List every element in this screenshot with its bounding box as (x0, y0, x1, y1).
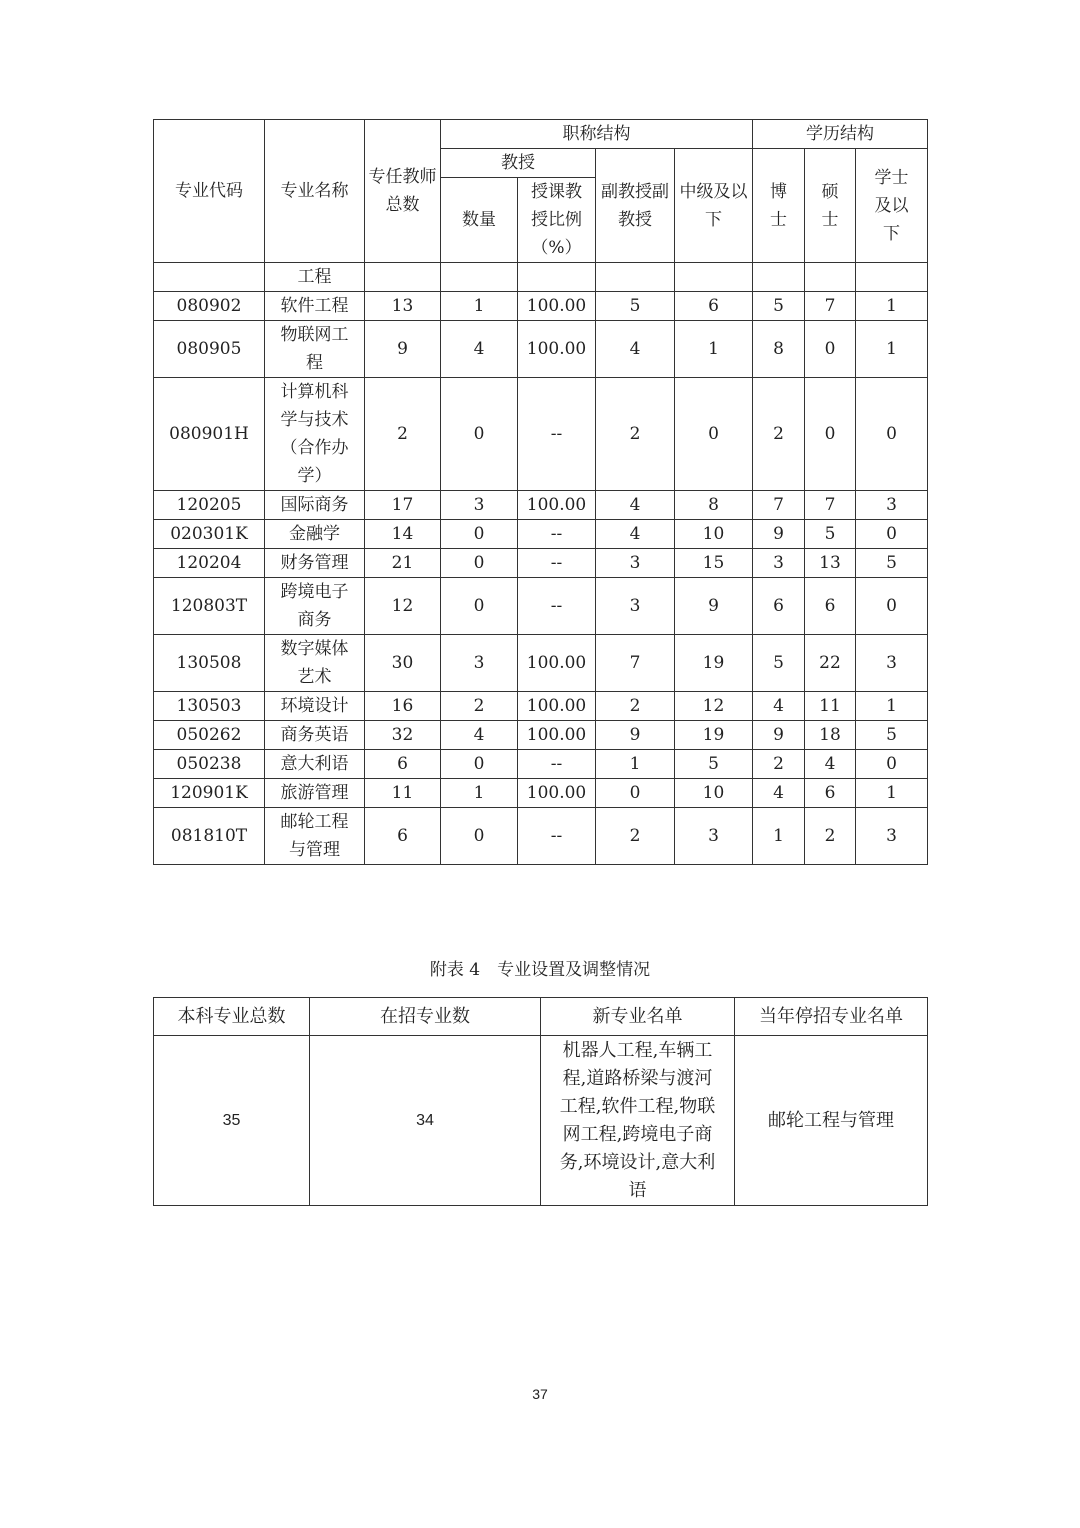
value-new-list: 机器人工程,车辆工程,道路桥梁与渡河工程,软件工程,物联网工程,跨境电子商务,环境设计,意大利语 (541, 1036, 735, 1206)
cell-mid: 5 (675, 750, 753, 779)
cell-ratio: -- (518, 750, 596, 779)
header-professor: 教授 (441, 149, 596, 178)
header-title-structure: 职称结构 (441, 120, 753, 149)
cell-mid: 19 (675, 635, 753, 692)
cell-assoc: 2 (596, 378, 675, 491)
cell-assoc: 3 (596, 578, 675, 635)
cell-bachelor: 1 (856, 321, 928, 378)
cell-code: 080901H (154, 378, 265, 491)
cell-phd: 9 (753, 721, 805, 750)
cell-mid: 6 (675, 292, 753, 321)
cell-bachelor: 3 (856, 491, 928, 520)
cell-code: 120205 (154, 491, 265, 520)
cell-master (805, 263, 856, 292)
major-settings-table (153, 997, 928, 1206)
cell-phd: 5 (753, 635, 805, 692)
cell-bachelor: 1 (856, 292, 928, 321)
cell-total: 6 (365, 808, 441, 865)
cell-count: 1 (441, 779, 518, 808)
cell-assoc: 9 (596, 721, 675, 750)
cell-bachelor: 3 (856, 635, 928, 692)
cell-master: 0 (805, 321, 856, 378)
cell-bachelor (856, 263, 928, 292)
header-bachelor: 学士及以下 (856, 149, 928, 263)
cell-assoc: 2 (596, 692, 675, 721)
table-row (154, 750, 928, 779)
continuation-row (154, 263, 928, 292)
cell-name: 数字媒体艺术 (265, 635, 365, 692)
header-count: 数量 (441, 178, 518, 263)
cell-phd: 7 (753, 491, 805, 520)
cell-name: 金融学 (265, 520, 365, 549)
cell-count: 3 (441, 635, 518, 692)
cell-assoc: 0 (596, 779, 675, 808)
cell-count: 0 (441, 378, 518, 491)
cell-code: 120204 (154, 549, 265, 578)
cell-count: 0 (441, 520, 518, 549)
cell-mid: 10 (675, 520, 753, 549)
cell-ratio: 100.00 (518, 321, 596, 378)
cell-bachelor: 0 (856, 378, 928, 491)
cell-master: 5 (805, 520, 856, 549)
cell-count: 0 (441, 549, 518, 578)
cell-code: 120901K (154, 779, 265, 808)
cell-phd: 2 (753, 750, 805, 779)
cell-master: 6 (805, 779, 856, 808)
table-row (154, 520, 928, 549)
cell-bachelor: 1 (856, 692, 928, 721)
cell-total: 9 (365, 321, 441, 378)
cell-bachelor: 5 (856, 721, 928, 750)
cell-total: 21 (365, 549, 441, 578)
cell-code: 050238 (154, 750, 265, 779)
cell-assoc: 4 (596, 491, 675, 520)
table-row (154, 635, 928, 692)
cell-master: 4 (805, 750, 856, 779)
cell-ratio: -- (518, 578, 596, 635)
cell-assoc: 5 (596, 292, 675, 321)
cell-name: 财务管理 (265, 549, 365, 578)
table-caption: 附表 4 专业设置及调整情况 (429, 960, 651, 980)
cell-phd (753, 263, 805, 292)
cell-name: 软件工程 (265, 292, 365, 321)
cell-bachelor: 0 (856, 520, 928, 549)
cell-count (441, 263, 518, 292)
cell-code: 080902 (154, 292, 265, 321)
cell-total (365, 263, 441, 292)
cell-phd: 6 (753, 578, 805, 635)
cell-code: 020301K (154, 520, 265, 549)
cell-total: 32 (365, 721, 441, 750)
header-name: 专业名称 (265, 120, 365, 263)
cell-ratio: 100.00 (518, 491, 596, 520)
cell-master: 13 (805, 549, 856, 578)
cell-count: 0 (441, 578, 518, 635)
cell-assoc: 7 (596, 635, 675, 692)
cell-mid: 8 (675, 491, 753, 520)
cell-mid: 1 (675, 321, 753, 378)
table-row (154, 808, 928, 865)
cell-total: 13 (365, 292, 441, 321)
header-enrolling: 在招专业数 (310, 998, 541, 1036)
cell-total: 6 (365, 750, 441, 779)
cell-code: 120803T (154, 578, 265, 635)
cell-bachelor: 0 (856, 750, 928, 779)
header-stopped-list: 当年停招专业名单 (735, 998, 928, 1036)
cell-phd: 1 (753, 808, 805, 865)
header-total: 专任教师总数 (365, 120, 441, 263)
cell-name: 工程 (265, 263, 365, 292)
cell-code: 130508 (154, 635, 265, 692)
cell-count: 0 (441, 808, 518, 865)
cell-mid: 15 (675, 549, 753, 578)
cell-phd: 4 (753, 779, 805, 808)
cell-name: 邮轮工程与管理 (265, 808, 365, 865)
cell-code: 130503 (154, 692, 265, 721)
cell-name: 旅游管理 (265, 779, 365, 808)
table-row (154, 549, 928, 578)
cell-master: 0 (805, 378, 856, 491)
cell-code: 080905 (154, 321, 265, 378)
cell-ratio: 100.00 (518, 721, 596, 750)
cell-ratio: 100.00 (518, 292, 596, 321)
table-row (154, 721, 928, 750)
cell-mid: 3 (675, 808, 753, 865)
cell-name: 意大利语 (265, 750, 365, 779)
cell-phd: 9 (753, 520, 805, 549)
cell-total: 30 (365, 635, 441, 692)
header-assoc: 副教授副教授 (596, 149, 675, 263)
cell-total: 12 (365, 578, 441, 635)
header-edu-structure: 学历结构 (753, 120, 928, 149)
cell-code: 081810T (154, 808, 265, 865)
header-code: 专业代码 (154, 120, 265, 263)
cell-mid: 9 (675, 578, 753, 635)
cell-total: 11 (365, 779, 441, 808)
cell-master: 18 (805, 721, 856, 750)
cell-master: 22 (805, 635, 856, 692)
cell-assoc (596, 263, 675, 292)
table-row (154, 779, 928, 808)
cell-phd: 2 (753, 378, 805, 491)
header-mid: 中级及以下 (675, 149, 753, 263)
cell-mid (675, 263, 753, 292)
cell-name: 计算机科学与技术（合作办学） (265, 378, 365, 491)
page-number: 37 (532, 1386, 548, 1402)
header-master: 硕士 (805, 149, 856, 263)
table-row (154, 321, 928, 378)
cell-phd: 5 (753, 292, 805, 321)
table-row (154, 692, 928, 721)
cell-bachelor: 0 (856, 578, 928, 635)
cell-count: 1 (441, 292, 518, 321)
cell-assoc: 2 (596, 808, 675, 865)
cell-master: 7 (805, 491, 856, 520)
value-stopped-list: 邮轮工程与管理 (735, 1036, 928, 1206)
cell-assoc: 3 (596, 549, 675, 578)
cell-mid: 10 (675, 779, 753, 808)
table-row (154, 378, 928, 491)
cell-ratio (518, 263, 596, 292)
header-total-majors: 本科专业总数 (154, 998, 310, 1036)
cell-master: 2 (805, 808, 856, 865)
cell-ratio: -- (518, 549, 596, 578)
cell-phd: 3 (753, 549, 805, 578)
table-row (154, 292, 928, 321)
cell-master: 6 (805, 578, 856, 635)
cell-count: 2 (441, 692, 518, 721)
header-phd: 博士 (753, 149, 805, 263)
cell-assoc: 4 (596, 321, 675, 378)
table-row (154, 491, 928, 520)
cell-total: 17 (365, 491, 441, 520)
cell-code: 050262 (154, 721, 265, 750)
cell-phd: 8 (753, 321, 805, 378)
cell-code (154, 263, 265, 292)
table-row (154, 578, 928, 635)
cell-bachelor: 3 (856, 808, 928, 865)
cell-name: 跨境电子商务 (265, 578, 365, 635)
cell-total: 2 (365, 378, 441, 491)
header-ratio: 授课教授比例（%） (518, 178, 596, 263)
cell-name: 物联网工程 (265, 321, 365, 378)
cell-ratio: 100.00 (518, 635, 596, 692)
cell-ratio: -- (518, 808, 596, 865)
value-enrolling: 34 (310, 1036, 541, 1206)
cell-ratio: 100.00 (518, 692, 596, 721)
cell-total: 16 (365, 692, 441, 721)
cell-name: 环境设计 (265, 692, 365, 721)
value-total-majors: 35 (154, 1036, 310, 1206)
cell-count: 3 (441, 491, 518, 520)
cell-mid: 19 (675, 721, 753, 750)
cell-bachelor: 1 (856, 779, 928, 808)
cell-total: 14 (365, 520, 441, 549)
cell-assoc: 4 (596, 520, 675, 549)
faculty-structure-table (153, 119, 928, 865)
cell-mid: 12 (675, 692, 753, 721)
table-body (154, 263, 928, 865)
header-new-list: 新专业名单 (541, 998, 735, 1036)
cell-mid: 0 (675, 378, 753, 491)
cell-ratio: -- (518, 378, 596, 491)
cell-count: 0 (441, 750, 518, 779)
cell-phd: 4 (753, 692, 805, 721)
cell-assoc: 1 (596, 750, 675, 779)
cell-name: 国际商务 (265, 491, 365, 520)
cell-ratio: 100.00 (518, 779, 596, 808)
cell-master: 7 (805, 292, 856, 321)
cell-count: 4 (441, 721, 518, 750)
cell-count: 4 (441, 321, 518, 378)
cell-bachelor: 5 (856, 549, 928, 578)
cell-name: 商务英语 (265, 721, 365, 750)
cell-ratio: -- (518, 520, 596, 549)
cell-master: 11 (805, 692, 856, 721)
